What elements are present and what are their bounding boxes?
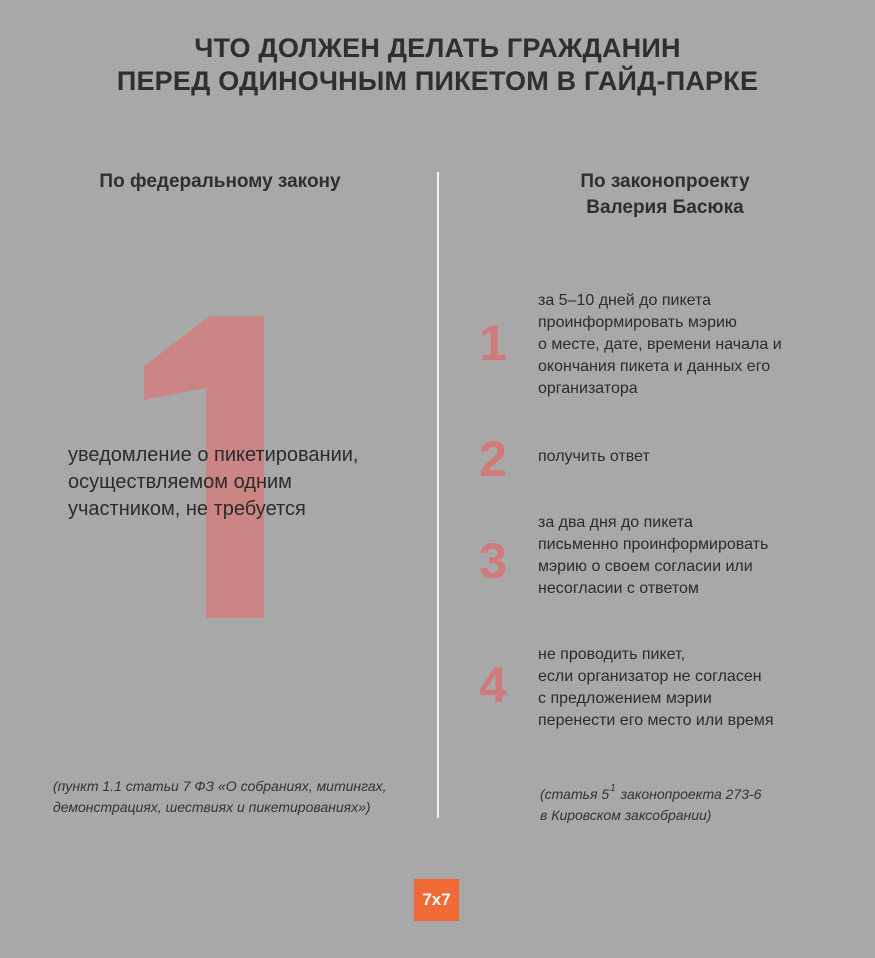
step-text [538, 446, 650, 468]
step-text-line: если организатор не согласен [538, 668, 762, 685]
step-text [538, 290, 782, 400]
step-text [538, 644, 774, 732]
federal-law-text [68, 442, 408, 523]
step-text-line: перенести его место или время [538, 712, 774, 729]
step-text-line: за 5–10 дней до пикета [538, 292, 712, 309]
federal-law-heading: По федеральному закону [99, 171, 341, 192]
bill-note-prefix: (статья 5 [540, 786, 610, 802]
step-text-line: письменно проинформировать [538, 536, 769, 553]
step-text-line: получить ответ [538, 448, 650, 465]
step-text-line: проинформировать мэрию [538, 314, 737, 331]
bill-note-suffix: законопроекта 273-6 [616, 786, 762, 802]
bill-note [540, 778, 761, 826]
federal-law-text-line: участником, не требуется [68, 498, 306, 520]
step-number: 1 [479, 315, 507, 371]
bill-note-line [540, 778, 761, 805]
title-line-2: ПЕРЕД ОДИНОЧНЫМ ПИКЕТОМ В ГАЙД-ПАРКЕ [116, 66, 759, 96]
federal-law-note [53, 776, 387, 818]
step-text-line: окончания пикета и данных его [538, 358, 771, 375]
federal-law-note-line: (пункт 1.1 статьи 7 ФЗ «О собраниях, митингах, [53, 778, 387, 794]
federal-law-text-line: уведомление о пикетировании, [68, 444, 359, 466]
bill-heading [480, 169, 850, 221]
step-text-line: с предложением мэрии [538, 690, 712, 707]
logo-7x7: 7x7 [414, 879, 459, 921]
step-number: 2 [479, 431, 507, 487]
step-text-line: мэрию о своем согласии или [538, 558, 753, 575]
step-text-line: несогласии с ответом [538, 580, 699, 597]
step-number: 4 [479, 657, 507, 713]
bill-note-line: в Кировском заксобрании) [540, 807, 712, 823]
bill-heading-line: По законопроекту [580, 171, 750, 192]
step-text-line: за два дня до пикета [538, 514, 693, 531]
step-text [538, 512, 768, 600]
step-text-line: организатора [538, 380, 638, 397]
bill-note-superscript: 1 [610, 783, 616, 794]
bill-heading-line: Валерия Басюка [586, 197, 744, 218]
column-divider [437, 172, 439, 818]
step-text-line: о месте, дате, времени начала и [538, 336, 782, 353]
step-text-line: не проводить пикет, [538, 646, 686, 663]
page-title [0, 32, 875, 98]
step-number: 3 [479, 533, 507, 589]
federal-law-note-line: демонстрациях, шествиях и пикетированиях») [53, 799, 371, 815]
federal-law-text-line: осуществляемом одним [68, 471, 292, 493]
title-line-1: ЧТО ДОЛЖЕН ДЕЛАТЬ ГРАЖДАНИН [194, 33, 681, 63]
